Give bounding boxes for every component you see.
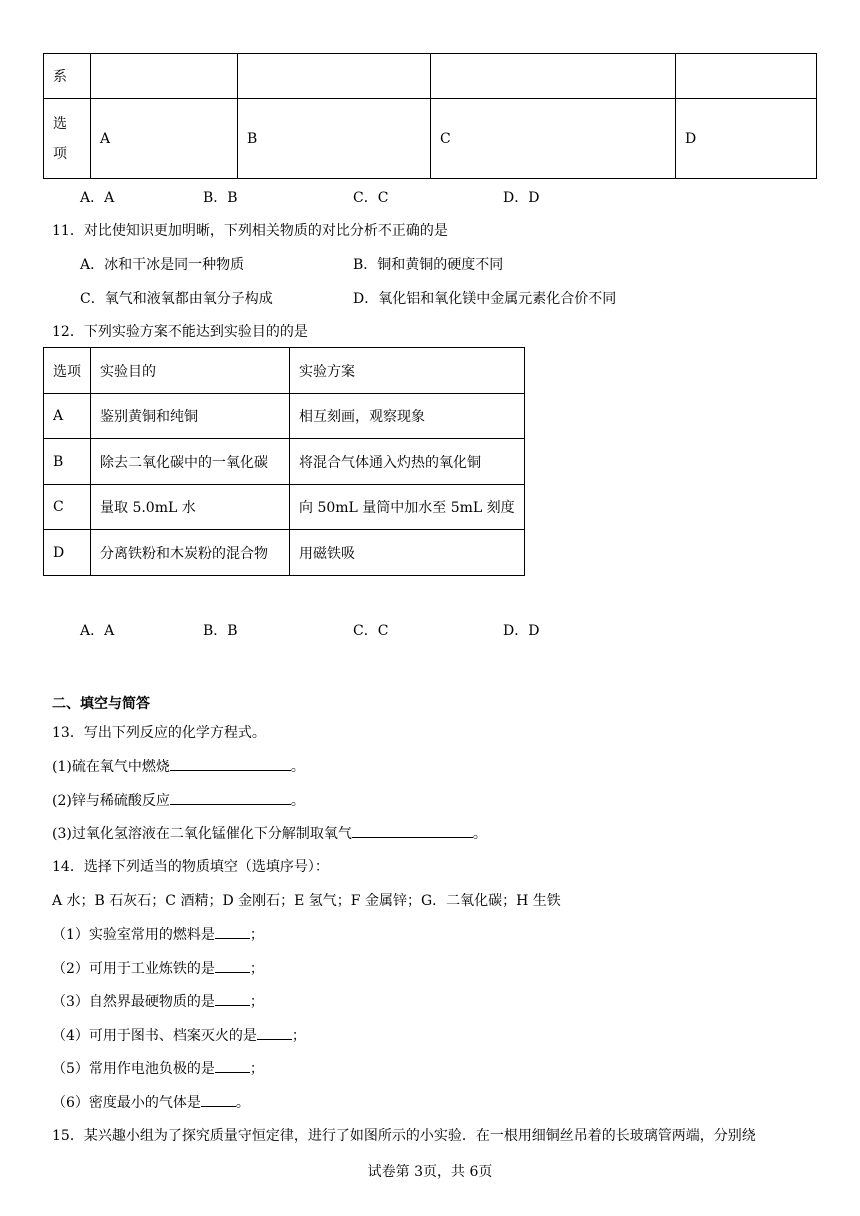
- q12-option-c: C．C: [353, 623, 389, 639]
- q11-option-d: D．氧化铝和氧化镁中金属元素化合价不同: [353, 291, 617, 307]
- q10-option-a: A．A: [80, 190, 115, 206]
- q13-item-2: [52, 790, 305, 810]
- q12-header-purpose: 实验目的: [91, 348, 290, 394]
- q11-stem: 11．对比使知识更加明晰，下列相关物质的对比分析不正确的是: [52, 223, 448, 239]
- section-title: 二、填空与简答: [52, 696, 150, 712]
- page-footer: 试卷第 3页，共 6页: [367, 1164, 493, 1180]
- answer-blank[interactable]: [215, 926, 250, 939]
- table-row: [44, 530, 525, 576]
- q14-item-2: [52, 958, 264, 978]
- top-table-cell: [431, 54, 676, 99]
- q15-stem: 15．某兴趣小组为了探究质量守恒定律，进行了如图所示的小实验．在一根用细铜丝吊着的长玻璃管两端，分别绕: [52, 1128, 756, 1144]
- q14-stem: 14．选择下列适当的物质填空（选填序号）：: [52, 859, 329, 875]
- q14-item-6-text: （6）密度最小的气体是: [52, 1095, 201, 1111]
- q12-header-option: 选项: [44, 348, 91, 394]
- q12-row-d-purpose: 分离铁粉和木炭粉的混合物: [91, 530, 290, 576]
- q14-item-5-end: ；: [249, 1061, 264, 1077]
- answer-blank[interactable]: [170, 792, 291, 805]
- q14-item-1-text: （1）实验室常用的燃料是: [52, 927, 215, 943]
- q12-row-c-plan: 向 50mL 量筒中加水至 5mL 刻度: [290, 485, 525, 530]
- q13-item-1-text: (1)硫在氧气中燃烧: [52, 759, 170, 775]
- q14-item-4: [52, 1025, 306, 1045]
- q12-option-a: A．A: [80, 623, 115, 639]
- q10-option-b: B．B: [203, 190, 238, 206]
- q11-option-b: B．铜和黄铜的硬度不同: [353, 257, 504, 273]
- q14-item-3: [52, 991, 264, 1011]
- top-table-option-c: C: [431, 99, 676, 179]
- top-table-cell: [238, 54, 431, 99]
- q14-item-6: [52, 1092, 250, 1112]
- q12-row-a-plan: 相互刻画，观察现象: [290, 394, 525, 439]
- q14-item-4-text: （4）可用于图书、档案灭火的是: [52, 1028, 257, 1044]
- q12-option-d: D．D: [503, 623, 540, 639]
- q11-option-c: C．氧气和液氧都由氧分子构成: [80, 291, 273, 307]
- q14-item-2-text: （2）可用于工业炼铁的是: [52, 961, 215, 977]
- q12-stem: 12．下列实验方案不能达到实验目的的是: [52, 324, 308, 340]
- table-row: [44, 439, 525, 485]
- q14-choices: A 水；B 石灰石；C 酒精；D 金刚石；E 氢气；F 金属锌；G．二氧化碳；H 生铁: [52, 893, 561, 909]
- top-table-option-d: D: [676, 99, 817, 179]
- answer-blank[interactable]: [257, 1027, 292, 1040]
- top-table-row1-label: 系: [44, 54, 91, 99]
- answer-blank[interactable]: [215, 993, 250, 1006]
- q13-item-3: [52, 823, 487, 843]
- q14-item-5: [52, 1058, 264, 1078]
- top-table-option-a: A: [91, 99, 238, 179]
- top-table-cell: [91, 54, 238, 99]
- q12-row-c-purpose: 量取 5.0mL 水: [91, 485, 290, 530]
- answer-blank[interactable]: [170, 758, 291, 771]
- q14-item-2-end: ；: [249, 961, 264, 977]
- q14-item-1-end: ；: [249, 927, 264, 943]
- answer-blank[interactable]: [215, 960, 250, 973]
- q14-item-5-text: （5）常用作电池负极的是: [52, 1061, 215, 1077]
- q12-row-b-purpose: 除去二氧化碳中的一氧化碳: [91, 439, 290, 485]
- q12-row-d-option: D: [44, 530, 91, 576]
- q14-item-3-end: ；: [249, 994, 264, 1010]
- q12-table: [43, 347, 525, 576]
- answer-blank[interactable]: [215, 1060, 250, 1073]
- answer-blank[interactable]: [201, 1094, 236, 1107]
- q14-item-1: [52, 924, 264, 944]
- answer-blank[interactable]: [352, 825, 473, 838]
- q14-item-3-text: （3）自然界最硬物质的是: [52, 994, 215, 1010]
- q12-row-a-purpose: 鉴别黄铜和纯铜: [91, 394, 290, 439]
- q14-item-4-end: ；: [291, 1028, 306, 1044]
- q12-row-c-option: C: [44, 485, 91, 530]
- q10-option-c: C．C: [353, 190, 389, 206]
- q12-row-d-plan: 用磁铁吸: [290, 530, 525, 576]
- table-row: [44, 394, 525, 439]
- q13-item-2-end: 。: [290, 793, 305, 809]
- q12-header-plan: 实验方案: [290, 348, 525, 394]
- table-row: [44, 485, 525, 530]
- top-table-cell: [676, 54, 817, 99]
- q14-item-6-end: 。: [235, 1095, 250, 1111]
- q12-row-b-plan: 将混合气体通入灼热的氧化铜: [290, 439, 525, 485]
- q13-item-3-end: 。: [472, 826, 487, 842]
- top-table: [43, 53, 817, 179]
- top-table-option-b: B: [238, 99, 431, 179]
- top-table-row2-label: 选 项: [44, 99, 91, 179]
- q13-stem: 13．写出下列反应的化学方程式。: [52, 725, 266, 741]
- q11-option-a: A．冰和干冰是同一种物质: [80, 257, 245, 273]
- q13-item-2-text: (2)锌与稀硫酸反应: [52, 793, 170, 809]
- q10-option-d: D．D: [503, 190, 540, 206]
- q12-option-b: B．B: [203, 623, 238, 639]
- q13-item-1-end: 。: [290, 759, 305, 775]
- q12-row-b-option: B: [44, 439, 91, 485]
- q13-item-3-text: (3)过氧化氢溶液在二氧化锰催化下分解制取氧气: [52, 826, 352, 842]
- q13-item-1: [52, 756, 305, 776]
- q12-row-a-option: A: [44, 394, 91, 439]
